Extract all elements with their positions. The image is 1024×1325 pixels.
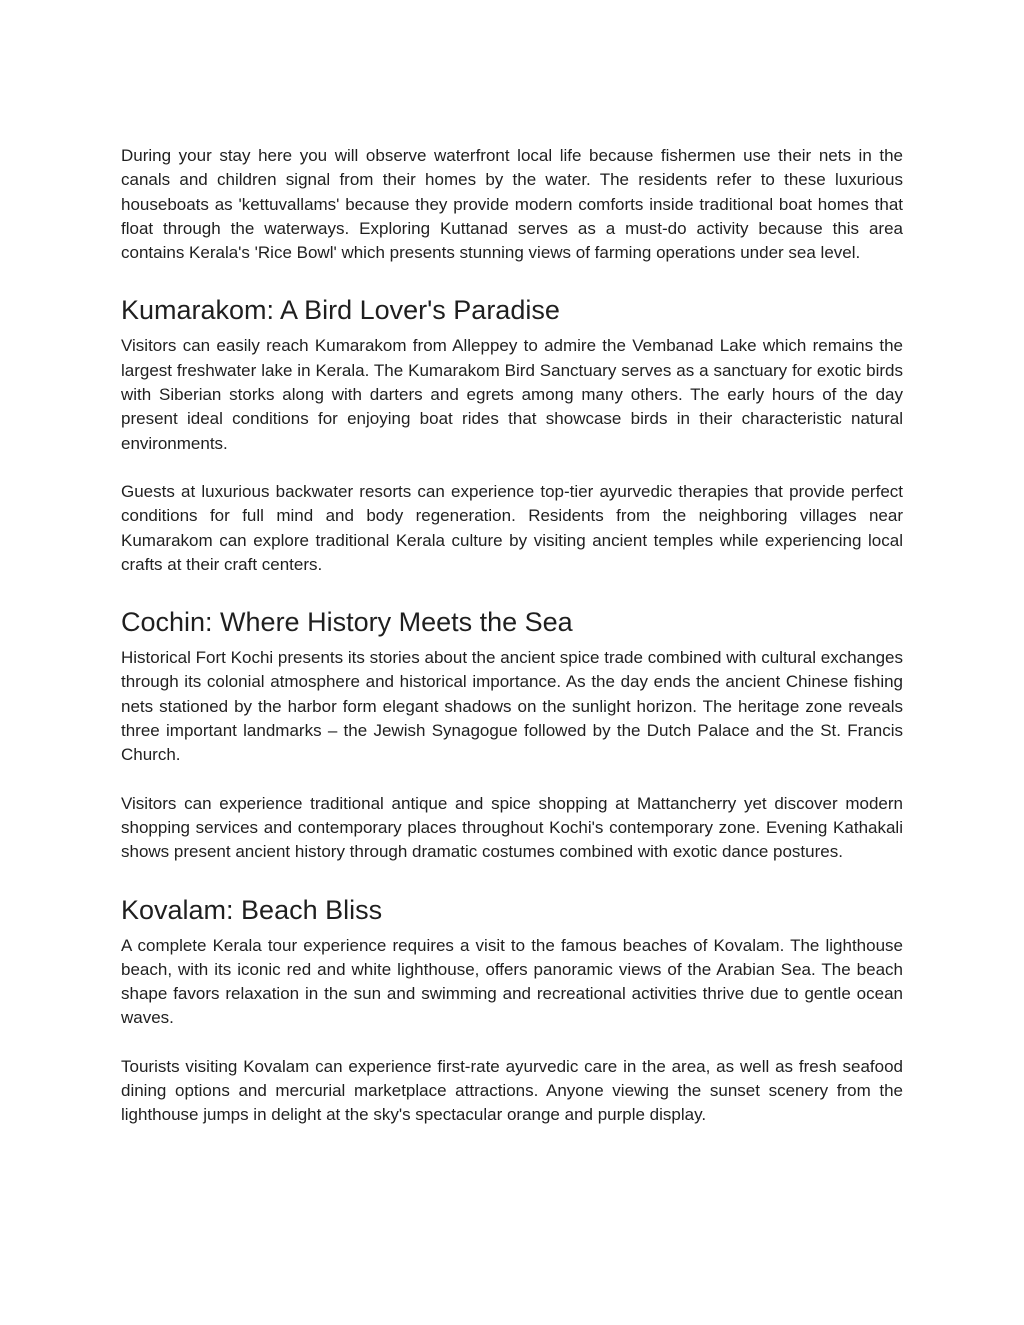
spacer bbox=[121, 1031, 903, 1055]
section-paragraph: Historical Fort Kochi presents its stories about the ancient spice trade combined with cultural exchanges through its colonial atmosphere and historical importance. As the day ends the ancient Chinese fishing nets stationed by the harbor form elegant shadows on the sunlight horizon. The heritage zone reveals three important landmarks – the Jewish Synagogue followed by the Dutch Palace and the St. Francis Church. bbox=[121, 648, 903, 765]
section-paragraph: Guests at luxurious backwater resorts can experience top-tier ayurvedic therapies that provide perfect conditions for full mind and body regeneration. Residents from the neighboring villages near Kumarakom can explore traditional Kerala culture by visiting ancient temples while experiencing local crafts at their craft centers. bbox=[121, 481, 903, 574]
section-kovalam bbox=[121, 894, 903, 1128]
spacer bbox=[121, 638, 903, 646]
spacer bbox=[121, 326, 903, 334]
spacer bbox=[121, 577, 903, 606]
section-heading: Kumarakom: A Bird Lover's Paradise bbox=[121, 295, 560, 326]
section-heading: Cochin: Where History Meets the Sea bbox=[121, 607, 573, 638]
spacer bbox=[121, 768, 903, 792]
spacer bbox=[121, 865, 903, 894]
section-paragraph: Tourists visiting Kovalam can experience first-rate ayurvedic care in the area, as well as fresh seafood dining options and mercurial marketplace attractions. Anyone viewing the sunset scenery from the lighthouse jumps in delight at the sky's spectacular orange and purple display. bbox=[121, 1056, 903, 1125]
intro-paragraph: During your stay here you will observe waterfront local life because fishermen use their nets in the canals and children signal from their homes by the water. The residents refer to these luxurious houseboats as 'kettuvallams' because they provide modern comforts inside traditional boat homes that float through the waterways. Exploring Kuttanad serves as a must-do activity because this area contains Kerala's 'Rice Bowl' which presents stunning views of farming operations under sea level. bbox=[121, 146, 903, 263]
spacer bbox=[121, 926, 903, 934]
section-paragraph: Visitors can experience traditional antique and spice shopping at Mattancherry yet discover modern shopping services and contemporary places throughout Kochi's contemporary zone. Evening Kathakali shows present ancient history through dramatic costumes combined with exotic dance postures. bbox=[121, 793, 903, 862]
document-page bbox=[121, 144, 903, 1128]
spacer bbox=[121, 456, 903, 480]
spacer bbox=[121, 265, 903, 294]
section-paragraph: Visitors can easily reach Kumarakom from Alleppey to admire the Vembanad Lake which remains the largest freshwater lake in Kerala. The Kumarakom Bird Sanctuary serves as a sanctuary for exotic birds with Siberian storks along with darters and egrets among many others. The early hours of the day present ideal conditions for enjoying boat rides that showcase birds in their characteristic natural environments. bbox=[121, 336, 903, 453]
section-paragraph: A complete Kerala tour experience requires a visit to the famous beaches of Kovalam. The lighthouse beach, with its iconic red and white lighthouse, offers panoramic views of the Arabian Sea. The beach shape favors relaxation in the sun and swimming and recreational activities thrive due to gentle ocean waves. bbox=[121, 935, 903, 1028]
section-heading: Kovalam: Beach Bliss bbox=[121, 894, 383, 925]
section-cochin bbox=[121, 606, 903, 864]
section-kumarakom bbox=[121, 294, 903, 577]
